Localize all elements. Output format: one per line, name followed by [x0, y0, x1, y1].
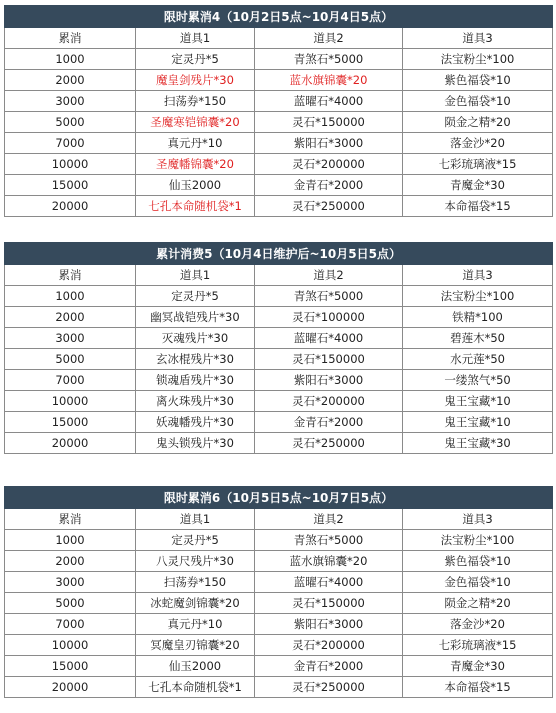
table-cell: 妖魂幡残片*30: [136, 412, 255, 433]
table-cell: 15000: [5, 656, 136, 677]
table-cell: 鬼王宝藏*30: [403, 433, 553, 454]
table-row: [5, 307, 553, 328]
table-row: [5, 175, 553, 196]
table-cell: 七孔本命随机袋*1: [136, 196, 255, 217]
table-cell: 3000: [5, 91, 136, 112]
table-cell: 紫阳石*3000: [255, 133, 403, 154]
reward-table-3: [4, 486, 553, 698]
table-cell: 灵石*100000: [255, 307, 403, 328]
table-cell: 1000: [5, 286, 136, 307]
table-cell: 1000: [5, 49, 136, 70]
table-cell: 青煞石*5000: [255, 49, 403, 70]
table-cell: 灵石*200000: [255, 635, 403, 656]
table-cell: 2000: [5, 307, 136, 328]
table-row: [5, 349, 553, 370]
table-cell: 10000: [5, 391, 136, 412]
table-cell: 7000: [5, 614, 136, 635]
table-title: 限时累消6（10月5日5点~10月7日5点）: [5, 487, 553, 509]
table-cell: 3000: [5, 328, 136, 349]
column-header: 累消: [5, 509, 136, 530]
table-cell: 定灵丹*5: [136, 530, 255, 551]
table-cell: 2000: [5, 551, 136, 572]
table-row: [5, 196, 553, 217]
reward-table-2: [4, 242, 553, 454]
table-cell: 真元丹*10: [136, 614, 255, 635]
table-cell: 1000: [5, 530, 136, 551]
table-cell: 紫色福袋*10: [403, 551, 553, 572]
table-cell: 金色福袋*10: [403, 572, 553, 593]
table-row: [5, 370, 553, 391]
table-cell: 陨金之精*20: [403, 593, 553, 614]
table-cell: 本命福袋*15: [403, 196, 553, 217]
table-row: [5, 91, 553, 112]
table-cell: 青魔金*30: [403, 656, 553, 677]
table-cell: 扫荡券*150: [136, 91, 255, 112]
column-header: 道具3: [403, 28, 553, 49]
table-cell: 紫阳石*3000: [255, 614, 403, 635]
table-cell: 鬼头锁残片*30: [136, 433, 255, 454]
table-cell: 金色福袋*10: [403, 91, 553, 112]
table-cell: 仙玉2000: [136, 175, 255, 196]
table-row: [5, 551, 553, 572]
table-cell: 20000: [5, 196, 136, 217]
table-row: [5, 530, 553, 551]
table-cell: 青魔金*30: [403, 175, 553, 196]
table-title: 限时累消4（10月2日5点~10月4日5点）: [5, 6, 553, 28]
table-row: [5, 391, 553, 412]
table-cell: 落金沙*20: [403, 614, 553, 635]
table-cell: 灭魂残片*30: [136, 328, 255, 349]
table-cell: 离火珠残片*30: [136, 391, 255, 412]
table-cell: 八灵尺残片*30: [136, 551, 255, 572]
table-cell: 紫阳石*3000: [255, 370, 403, 391]
table-cell: 金青石*2000: [255, 175, 403, 196]
column-header: 道具2: [255, 28, 403, 49]
table-row: [5, 656, 553, 677]
table-cell: 法宝粉尘*100: [403, 49, 553, 70]
table-row: [5, 112, 553, 133]
table-cell: 定灵丹*5: [136, 286, 255, 307]
table-cell: 水元莲*50: [403, 349, 553, 370]
table-cell: 灵石*250000: [255, 433, 403, 454]
table-row: [5, 593, 553, 614]
table-cell: 蓝水旗锦囊*20: [255, 70, 403, 91]
table-cell: 10000: [5, 154, 136, 175]
table-cell: 锁魂盾残片*30: [136, 370, 255, 391]
column-header: 道具2: [255, 509, 403, 530]
table-row: [5, 70, 553, 91]
table-cell: 灵石*200000: [255, 391, 403, 412]
table-title: 累计消费5（10月4日维护后~10月5日5点）: [5, 243, 553, 265]
table-cell: 5000: [5, 593, 136, 614]
table-cell: 金青石*2000: [255, 656, 403, 677]
column-header: 道具1: [136, 509, 255, 530]
table-cell: 紫色福袋*10: [403, 70, 553, 91]
table-cell: 15000: [5, 412, 136, 433]
table-cell: 青煞石*5000: [255, 530, 403, 551]
table-cell: 灵石*150000: [255, 593, 403, 614]
column-header: 道具3: [403, 509, 553, 530]
table-cell: 本命福袋*15: [403, 677, 553, 698]
table-cell: 7000: [5, 133, 136, 154]
column-header: 道具1: [136, 265, 255, 286]
table-row: [5, 572, 553, 593]
table-cell: 七彩琉璃液*15: [403, 635, 553, 656]
column-header: 道具1: [136, 28, 255, 49]
table-row: [5, 677, 553, 698]
table-cell: 陨金之精*20: [403, 112, 553, 133]
table-cell: 鬼王宝藏*10: [403, 391, 553, 412]
table-cell: 15000: [5, 175, 136, 196]
table-cell: 灵石*150000: [255, 349, 403, 370]
column-header: 累消: [5, 265, 136, 286]
table-row: [5, 133, 553, 154]
table-cell: 5000: [5, 112, 136, 133]
table-cell: 七彩琉璃液*15: [403, 154, 553, 175]
table-cell: 魔皇剑残片*30: [136, 70, 255, 91]
table-row: [5, 286, 553, 307]
table-cell: 灵石*250000: [255, 677, 403, 698]
table-cell: 青煞石*5000: [255, 286, 403, 307]
table-row: [5, 433, 553, 454]
table-cell: 鬼王宝藏*10: [403, 412, 553, 433]
table-cell: 蓝曜石*4000: [255, 91, 403, 112]
table-cell: 法宝粉尘*100: [403, 286, 553, 307]
table-cell: 冥魔皇刃锦囊*20: [136, 635, 255, 656]
table-cell: 20000: [5, 677, 136, 698]
table-cell: 仙玉2000: [136, 656, 255, 677]
table-cell: 圣魔寒铠锦囊*20: [136, 112, 255, 133]
table-cell: 定灵丹*5: [136, 49, 255, 70]
table-cell: 碧莲木*50: [403, 328, 553, 349]
table-cell: 20000: [5, 433, 136, 454]
table-cell: 2000: [5, 70, 136, 91]
table-cell: 7000: [5, 370, 136, 391]
table-cell: 圣魔幡锦囊*20: [136, 154, 255, 175]
table-cell: 真元丹*10: [136, 133, 255, 154]
table-row: [5, 635, 553, 656]
table-cell: 幽冥战铠残片*30: [136, 307, 255, 328]
table-cell: 扫荡券*150: [136, 572, 255, 593]
table-row: [5, 614, 553, 635]
column-header: 道具2: [255, 265, 403, 286]
table-row: [5, 49, 553, 70]
table-row: [5, 154, 553, 175]
table-cell: 法宝粉尘*100: [403, 530, 553, 551]
table-cell: 蓝曜石*4000: [255, 328, 403, 349]
table-cell: 玄冰棍残片*30: [136, 349, 255, 370]
table-cell: 5000: [5, 349, 136, 370]
table-cell: 落金沙*20: [403, 133, 553, 154]
column-header: 累消: [5, 28, 136, 49]
table-cell: 灵石*200000: [255, 154, 403, 175]
reward-table-1: [4, 5, 553, 217]
table-cell: 蓝水旗锦囊*20: [255, 551, 403, 572]
table-row: [5, 412, 553, 433]
table-cell: 蓝曜石*4000: [255, 572, 403, 593]
table-cell: 冰蛇魔剑锦囊*20: [136, 593, 255, 614]
table-cell: 铁精*100: [403, 307, 553, 328]
table-cell: 一缕煞气*50: [403, 370, 553, 391]
table-cell: 灵石*150000: [255, 112, 403, 133]
table-cell: 灵石*250000: [255, 196, 403, 217]
column-header: 道具3: [403, 265, 553, 286]
table-cell: 七孔本命随机袋*1: [136, 677, 255, 698]
table-row: [5, 328, 553, 349]
table-cell: 10000: [5, 635, 136, 656]
table-cell: 3000: [5, 572, 136, 593]
table-cell: 金青石*2000: [255, 412, 403, 433]
